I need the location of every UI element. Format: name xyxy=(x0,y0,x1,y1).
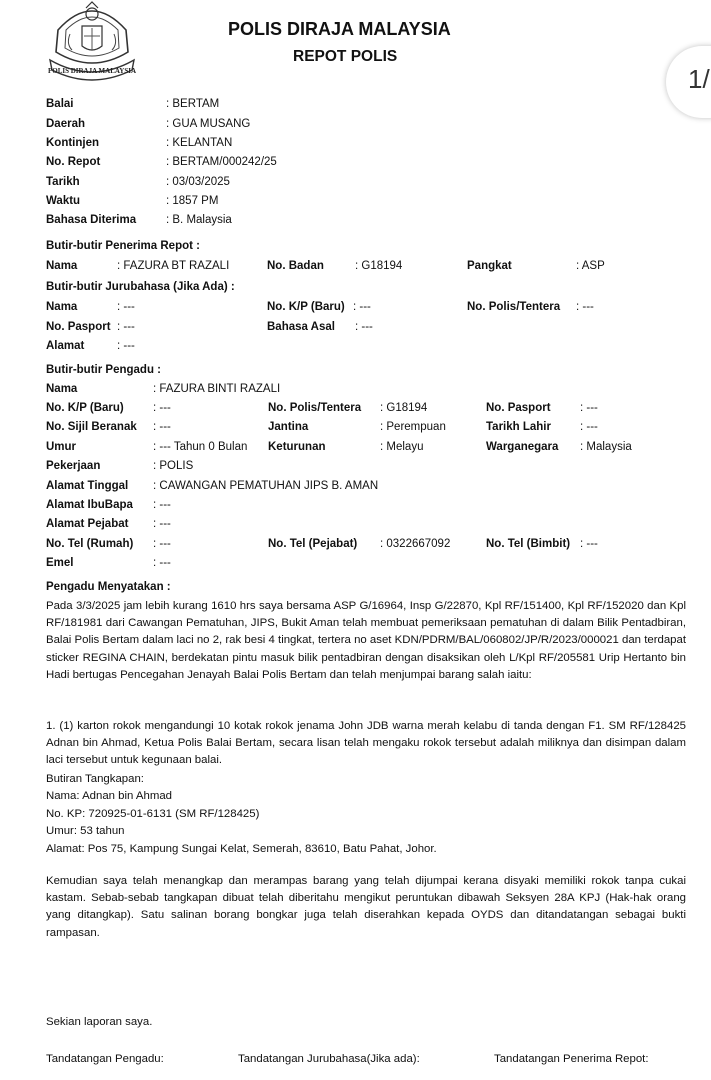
pengadu-tinggal-label: Alamat Tinggal xyxy=(46,480,129,492)
signature-pengadu: Tandatangan Pengadu: xyxy=(46,1053,164,1065)
pengadu-nama-value: : FAZURA BINTI RAZALI xyxy=(153,383,281,395)
jurubahasa-pasport-label: No. Pasport xyxy=(46,321,111,333)
pengadu-telrumah-label: No. Tel (Rumah) xyxy=(46,538,134,550)
tangkapan-kp: No. KP: 720925-01-6131 (SM RF/128425) xyxy=(46,808,260,820)
page-indicator xyxy=(666,46,711,118)
pengadu-nama-label: Nama xyxy=(46,383,78,395)
signature-penerima: Tandatangan Penerima Repot: xyxy=(494,1053,649,1065)
pdrm-crest-logo xyxy=(44,0,140,82)
pengadu-lahir-label: Tarikh Lahir xyxy=(486,421,551,433)
tarikh-label: Tarikh xyxy=(46,176,80,188)
jurubahasa-polis-label: No. Polis/Tentera xyxy=(467,301,561,313)
statement-paragraph-1: Pada 3/3/2025 jam lebih kurang 1610 hrs saya bersama ASP G/16964, Insp G/22870, Kpl RF/151400, Kpl RF/152020 dan Kpl RF/181981 dari Cawangan Pematuhan, JIPS, Bukit Aman telah membuat pemeriksaan pematuhan di dalam Bilik Pentadbiran, Balai Polis Bertam dalam laci no 2, rak besi 4 tingkat, tertera no aset KDN/PDRM/BAL/060802/JP/R/2023/000021 dan terdapat sticker REGINA CHAIN, berdekatan pintu masuk bilik pentadbiran dengan disaksikan oleh L/Kpl RF/205581 Urip Hertanto bin Hadi bertugas Pencegahan Jenayah Balai Polis Bertam dan telah menjumpai barang salah iaitu: xyxy=(46,600,686,681)
jurubahasa-alamat-value: : --- xyxy=(117,340,135,352)
pengadu-sijil-value: : --- xyxy=(153,421,171,433)
pengadu-jantina-value: : Perempuan xyxy=(380,421,446,433)
tarikh-value: : 03/03/2025 xyxy=(166,176,230,188)
statement-paragraph-3: Kemudian saya telah menangkap dan merampas barang yang telah dijumpai kerana disyaki memiliki rokok tanpa cukai kastam. Sebab-sebab tangkapan dibuat telah diberitahu mengikut peruntukan dibawah Seksyen 28A KPJ (Hak-hak orang yang ditangkap). Satu salinan borang bongkar juga telah diserahkan kepada OYDS dan ditandatangan sebagai bukti rampasan. xyxy=(46,875,686,939)
pengadu-pekerjaan-value: : POLIS xyxy=(153,460,194,472)
tangkapan-umur: Umur: 53 tahun xyxy=(46,825,125,837)
pengadu-keturunan-label: Keturunan xyxy=(268,441,326,453)
signature-jurubahasa: Tandatangan Jurubahasa(Jika ada): xyxy=(238,1053,420,1065)
pengadu-umur-label: Umur xyxy=(46,441,77,453)
pengadu-polis-value: : G18194 xyxy=(380,402,428,414)
jurubahasa-kp-label: No. K/P (Baru) xyxy=(267,301,345,313)
penerima-pangkat-value: : ASP xyxy=(576,260,605,272)
org-title: POLIS DIRAJA MALAYSIA xyxy=(228,19,451,39)
tangkapan-heading: Butiran Tangkapan: xyxy=(46,773,144,785)
pengadu-telpejabat-value: : 0322667092 xyxy=(380,538,451,550)
pengadu-umur-value: : --- Tahun 0 Bulan xyxy=(153,441,248,453)
pengadu-sijil-label: No. Sijil Beranak xyxy=(46,421,137,433)
pengadu-tinggal-value: : CAWANGAN PEMATUHAN JIPS B. AMAN xyxy=(153,480,379,492)
closing-text: Sekian laporan saya. xyxy=(46,1016,153,1028)
pengadu-warga-label: Warganegara xyxy=(486,441,559,453)
jurubahasa-nama-value: : --- xyxy=(117,301,135,313)
pengadu-heading: Butir-butir Pengadu : xyxy=(46,364,161,376)
pengadu-pejabat-label: Alamat Pejabat xyxy=(46,518,129,530)
jurubahasa-bahasaasal-value: : --- xyxy=(355,321,373,333)
waktu-label: Waktu xyxy=(46,195,81,207)
waktu-value: : 1857 PM xyxy=(166,195,219,207)
jurubahasa-heading: Butir-butir Jurubahasa (Jika Ada) : xyxy=(46,281,235,293)
pengadu-ibubapa-label: Alamat IbuBapa xyxy=(46,499,133,511)
bahasa-value: : B. Malaysia xyxy=(166,214,232,226)
penerima-nama-value: : FAZURA BT RAZALI xyxy=(117,260,230,272)
doc-title: REPOT POLIS xyxy=(293,48,398,65)
penerima-nama-label: Nama xyxy=(46,260,78,272)
balai-label: Balai xyxy=(46,98,74,110)
statement-heading: Pengadu Menyatakan : xyxy=(46,581,171,593)
pengadu-pekerjaan-label: Pekerjaan xyxy=(46,460,101,472)
kontinjen-label: Kontinjen xyxy=(46,137,100,149)
page-indicator-text: 1/ xyxy=(688,64,710,94)
penerima-heading: Butir-butir Penerima Repot : xyxy=(46,240,200,252)
jurubahasa-bahasaasal-label: Bahasa Asal xyxy=(267,321,335,333)
penerima-badan-label: No. Badan xyxy=(267,260,324,272)
jurubahasa-kp-value: : --- xyxy=(353,301,371,313)
pengadu-keturunan-value: : Melayu xyxy=(380,441,424,453)
daerah-value: : GUA MUSANG xyxy=(166,118,251,130)
pengadu-jantina-label: Jantina xyxy=(268,421,309,433)
penerima-badan-value: : G18194 xyxy=(355,260,403,272)
tangkapan-alamat: Alamat: Pos 75, Kampung Sungai Kelat, Semerah, 83610, Batu Pahat, Johor. xyxy=(46,843,437,855)
balai-value: : BERTAM xyxy=(166,98,220,110)
pengadu-pasport-label: No. Pasport xyxy=(486,402,551,414)
pengadu-pejabat-value: : --- xyxy=(153,518,171,530)
tangkapan-nama: Nama: Adnan bin Ahmad xyxy=(46,790,173,802)
pengadu-telbimbit-label: No. Tel (Bimbit) xyxy=(486,538,571,550)
pengadu-lahir-value: : --- xyxy=(580,421,598,433)
jurubahasa-nama-label: Nama xyxy=(46,301,78,313)
pengadu-ibubapa-value: : --- xyxy=(153,499,171,511)
pengadu-emel-value: : --- xyxy=(153,557,171,569)
daerah-label: Daerah xyxy=(46,118,85,130)
statement-paragraph-2: 1. (1) karton rokok mengandungi 10 kotak rokok jenama John JDB warna merah kelabu di tanda dengan F1. SM RF/128425 Adnan bin Ahmad, Ketua Polis Balai Bertam, secara lisan telah mengaku rokok tersebut adalah miliknya dan disimpan dalam laci tersebut untuk kegunaan balai. xyxy=(46,720,686,767)
pengadu-emel-label: Emel xyxy=(46,557,74,569)
pengadu-polis-label: No. Polis/Tentera xyxy=(268,402,362,414)
bahasa-label: Bahasa Diterima xyxy=(46,214,137,226)
kontinjen-value: : KELANTAN xyxy=(166,137,233,149)
pengadu-kp-value: : --- xyxy=(153,402,171,414)
pengadu-kp-label: No. K/P (Baru) xyxy=(46,402,124,414)
pengadu-telrumah-value: : --- xyxy=(153,538,171,550)
norepot-label: No. Repot xyxy=(46,156,101,168)
jurubahasa-pasport-value: : --- xyxy=(117,321,135,333)
norepot-value: : BERTAM/000242/25 xyxy=(166,156,277,168)
penerima-pangkat-label: Pangkat xyxy=(467,260,512,272)
pengadu-pasport-value: : --- xyxy=(580,402,598,414)
svg-text:POLIS DIRAJA MALAYSIA: POLIS DIRAJA MALAYSIA xyxy=(47,67,137,75)
jurubahasa-polis-value: : --- xyxy=(576,301,594,313)
jurubahasa-alamat-label: Alamat xyxy=(46,340,85,352)
pengadu-warga-value: : Malaysia xyxy=(580,441,632,453)
pengadu-telbimbit-value: : --- xyxy=(580,538,598,550)
pengadu-telpejabat-label: No. Tel (Pejabat) xyxy=(268,538,358,550)
